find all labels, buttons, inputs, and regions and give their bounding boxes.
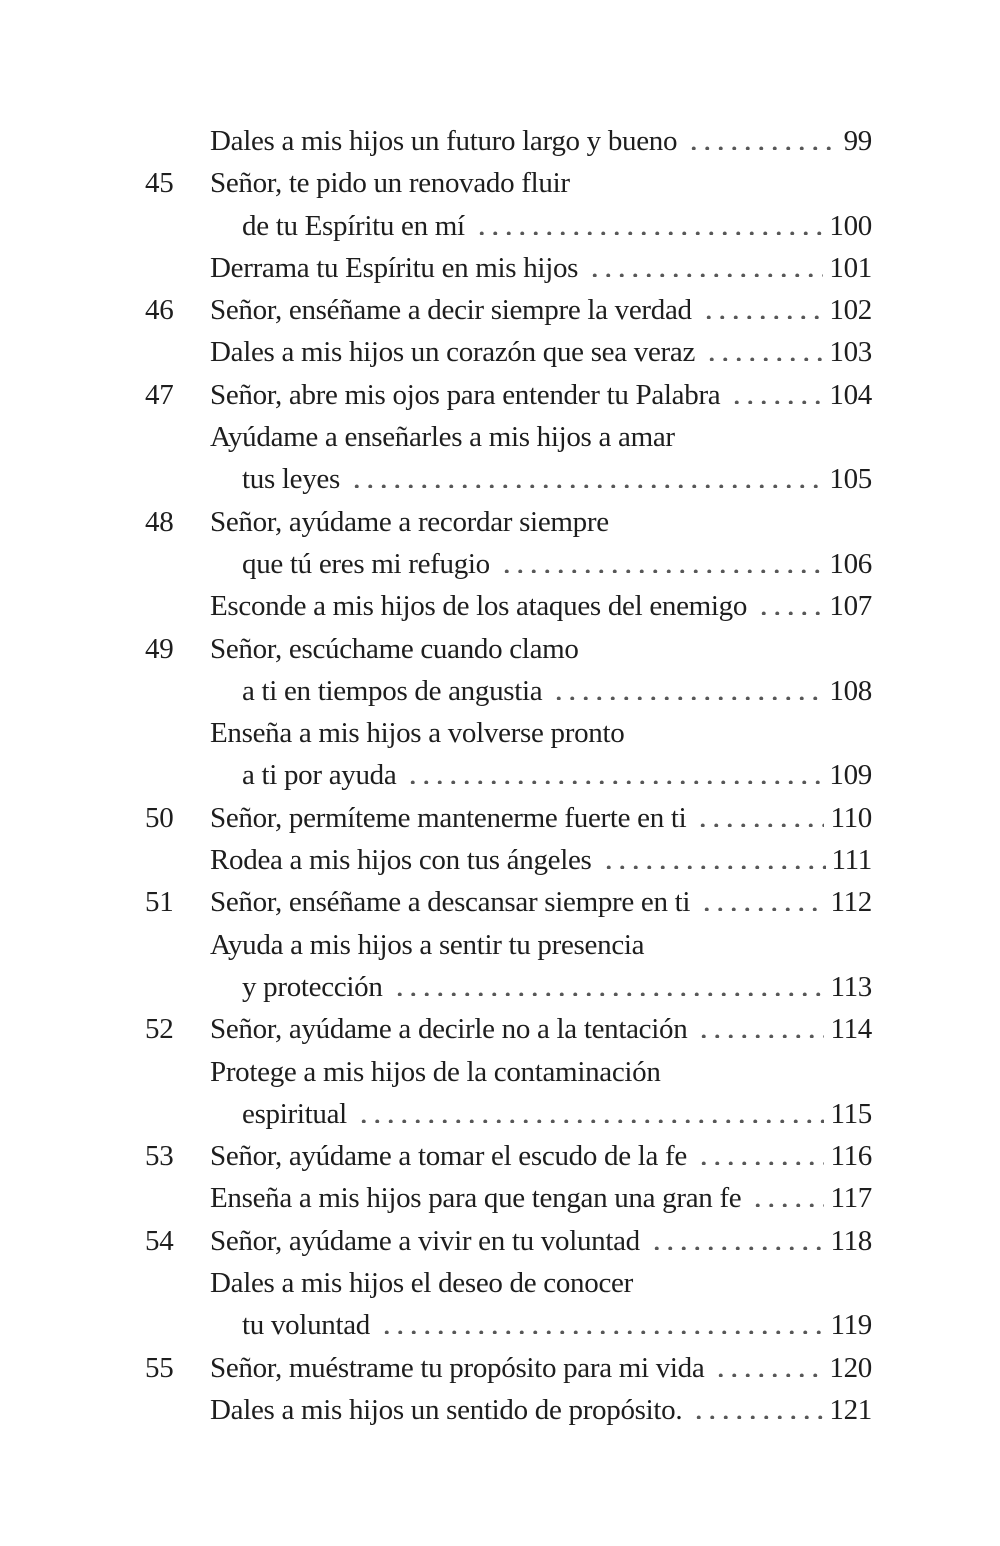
entry-text: espiritual — [242, 1097, 347, 1130]
entry-number: 46 — [145, 294, 174, 327]
entry-text: que tú eres mi refugio — [242, 547, 490, 580]
entry-text: Ayuda a mis hijos a sentir tu presencia — [210, 928, 645, 961]
entry-number: 50 — [145, 801, 174, 834]
toc-line — [145, 247, 872, 289]
page-number: 100 — [829, 209, 872, 242]
dot-leader — [500, 568, 824, 573]
toc-line — [145, 966, 872, 1008]
dot-leader — [687, 145, 837, 150]
dot-leader — [393, 991, 825, 996]
entry-text: Rodea a mis hijos con tus ángeles — [210, 844, 592, 877]
dot-leader — [702, 314, 824, 319]
entry-text: Derrama tu Espíritu en mis hijos — [210, 251, 579, 284]
page-number: 101 — [829, 251, 872, 284]
dot-leader — [697, 1160, 825, 1165]
toc-line — [145, 1093, 872, 1135]
page-number: 114 — [830, 1013, 872, 1046]
entry-number: 47 — [145, 378, 174, 411]
entry-text: Dales a mis hijos un futuro largo y bueno — [210, 125, 678, 157]
dot-leader — [696, 822, 824, 827]
toc-line — [145, 543, 872, 585]
entry-text: Señor, enséñame a decir siempre la verdad — [210, 294, 692, 327]
entry-text: de tu Espíritu en mí — [242, 209, 465, 242]
toc-line — [145, 1262, 872, 1304]
entry-text: Señor, enséñame a descansar siempre en ti — [210, 886, 691, 919]
dot-leader — [700, 906, 824, 911]
entry-number: 51 — [145, 886, 174, 919]
entry-text: Señor, escúchame cuando clamo — [210, 632, 579, 665]
dot-leader — [751, 1202, 824, 1207]
page-number: 119 — [830, 1309, 872, 1342]
dot-leader — [588, 272, 823, 277]
toc-line — [145, 374, 872, 416]
toc-line — [145, 331, 872, 373]
entry-text: tu voluntad — [242, 1309, 370, 1342]
entry-text: Enseña a mis hijos a volverse pronto — [210, 717, 625, 750]
entry-text: a ti en tiempos de angustia — [242, 674, 543, 707]
toc-line — [145, 712, 872, 754]
toc-line — [145, 1304, 872, 1346]
dot-leader — [350, 483, 823, 488]
page-number: 121 — [829, 1393, 872, 1426]
toc-line — [145, 839, 872, 881]
dot-leader — [692, 1414, 823, 1419]
dot-leader — [730, 399, 823, 404]
page-number: 106 — [829, 547, 872, 580]
toc-line — [145, 797, 872, 839]
entry-number: 45 — [145, 167, 174, 200]
toc-line — [145, 458, 872, 500]
entry-number: 48 — [145, 505, 174, 538]
dot-leader — [705, 356, 823, 361]
entry-text: a ti por ayuda — [242, 759, 397, 792]
entry-number: 54 — [145, 1224, 174, 1257]
toc-line — [145, 1220, 872, 1262]
entry-text: y protección — [242, 970, 383, 1003]
dot-leader — [406, 779, 823, 784]
toc-line — [145, 1177, 872, 1219]
toc-line — [145, 162, 872, 204]
page-number: 112 — [830, 886, 872, 919]
page-number: 105 — [829, 463, 872, 496]
entry-text: Dales a mis hijos el deseo de conocer — [210, 1267, 633, 1300]
entry-text: Señor, abre mis ojos para entender tu Palabra — [210, 378, 721, 411]
dot-leader — [757, 610, 823, 615]
entry-number: 55 — [145, 1351, 174, 1384]
page-number: 120 — [829, 1351, 872, 1384]
page-number: 117 — [830, 1182, 872, 1215]
toc-line — [145, 501, 872, 543]
toc-line — [145, 628, 872, 670]
entry-text: Señor, muéstrame tu propósito para mi vida — [210, 1351, 705, 1384]
page-number: 115 — [830, 1097, 872, 1130]
page-number: 103 — [829, 336, 872, 369]
page-number: 99 — [843, 125, 872, 157]
toc-line — [145, 754, 872, 796]
toc-line — [145, 1135, 872, 1177]
toc-line — [145, 585, 872, 627]
dot-leader — [357, 1118, 825, 1123]
toc-line — [145, 289, 872, 331]
page-number: 107 — [829, 590, 872, 623]
toc-line — [145, 1051, 872, 1093]
entry-text: Señor, te pido un renovado fluir — [210, 167, 570, 200]
entry-text: Señor, ayúdame a recordar siempre — [210, 505, 609, 538]
page-number: 108 — [829, 674, 872, 707]
entry-text: Señor, permíteme mantenerme fuerte en ti — [210, 801, 687, 834]
page-number: 118 — [830, 1224, 872, 1257]
entry-text: Dales a mis hijos un sentido de propósito. — [210, 1393, 683, 1426]
dot-leader — [602, 864, 826, 869]
dot-leader — [475, 230, 824, 235]
page-number: 110 — [830, 801, 872, 834]
page-number: 109 — [829, 759, 872, 792]
entry-text: Enseña a mis hijos para que tengan una gran fe — [210, 1182, 742, 1215]
toc-line — [145, 1008, 872, 1050]
entry-text: Protege a mis hijos de la contaminación — [210, 1055, 661, 1088]
dot-leader — [552, 695, 823, 700]
page-number: 116 — [830, 1140, 872, 1173]
toc-line — [145, 120, 872, 162]
toc-list — [145, 120, 872, 1431]
toc-line — [145, 881, 872, 923]
toc-line — [145, 416, 872, 458]
entry-number: 53 — [145, 1140, 174, 1173]
entry-number: 49 — [145, 632, 174, 665]
dot-leader — [380, 1329, 824, 1334]
entry-number: 52 — [145, 1013, 174, 1046]
entry-text: Esconde a mis hijos de los ataques del enemigo — [210, 590, 748, 623]
page-number: 113 — [830, 970, 872, 1003]
entry-text: Señor, ayúdame a vivir en tu voluntad — [210, 1224, 640, 1257]
page-number: 104 — [829, 378, 872, 411]
toc-line — [145, 670, 872, 712]
entry-text: Dales a mis hijos un corazón que sea veraz — [210, 336, 696, 369]
entry-text: tus leyes — [242, 463, 340, 496]
toc-line — [145, 1389, 872, 1431]
entry-text: Ayúdame a enseñarles a mis hijos a amar — [210, 421, 675, 454]
entry-text: Señor, ayúdame a decirle no a la tentación — [210, 1013, 688, 1046]
toc-line — [145, 1347, 872, 1389]
dot-leader — [714, 1372, 823, 1377]
dot-leader — [650, 1245, 825, 1250]
toc-line — [145, 924, 872, 966]
page-number: 102 — [829, 294, 872, 327]
page-number: 111 — [831, 844, 872, 877]
toc-line — [145, 205, 872, 247]
dot-leader — [697, 1033, 824, 1038]
entry-text: Señor, ayúdame a tomar el escudo de la fe — [210, 1140, 687, 1173]
